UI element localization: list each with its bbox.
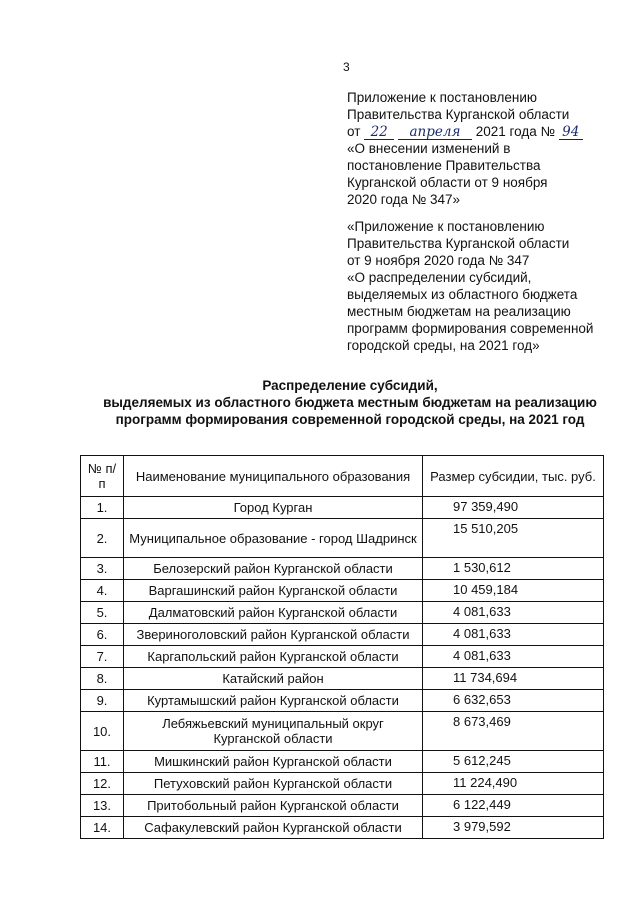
table-row (81, 602, 604, 624)
appendix-line: «О распределении субсидий, (347, 270, 532, 285)
subsidy-amount: 8 673,469 (423, 712, 604, 751)
subsidy-amount: 6 122,449 (423, 795, 604, 817)
appendix-line: местным бюджетам на реализацию (347, 304, 571, 319)
header-amount-line: Размер субсидии, (430, 468, 539, 484)
appendix-line: постановление Правительства (347, 158, 541, 173)
appendix-block (347, 89, 617, 208)
appendix-line: от 9 ноября 2020 года № 347 (347, 253, 530, 268)
appendix-line: Курганской области от 9 ноября (347, 175, 548, 190)
header-num (81, 456, 124, 497)
handwritten-day: 22 (364, 125, 394, 140)
row-number: 11. (81, 751, 124, 773)
row-number: 10. (81, 712, 124, 751)
subsidy-amount: 10 459,184 (423, 580, 604, 602)
table-row (81, 519, 604, 558)
table-row (81, 497, 604, 519)
page-number: 3 (343, 60, 350, 74)
row-number: 5. (81, 602, 124, 624)
municipality-name: Куртамышский район Курганской области (124, 690, 423, 712)
subsidy-amount: 11 224,490 (423, 773, 604, 795)
header-name-line: Наименование (135, 468, 226, 484)
municipality-name: Город Курган (124, 497, 423, 519)
from-prefix: от (347, 124, 361, 139)
municipality-name: Катайский район (124, 668, 423, 690)
appendix-line: Правительства Курганской области (347, 236, 570, 251)
table-row (81, 646, 604, 668)
municipality-name: Муниципальное образование - город Шадринск (124, 519, 423, 558)
table-row (81, 690, 604, 712)
row-number: 14. (81, 817, 124, 839)
appendix-line: Приложение к постановлению (347, 90, 538, 105)
table-row (81, 624, 604, 646)
municipality-name: Варгашинский район Курганской области (124, 580, 423, 602)
subsidy-amount: 6 632,653 (423, 690, 604, 712)
subsidy-amount: 15 510,205 (423, 519, 604, 558)
original-appendix-block (347, 218, 617, 354)
row-number: 9. (81, 690, 124, 712)
appendix-line: «О внесении изменений в (347, 141, 511, 156)
title-line: Распределение субсидий, (262, 378, 438, 393)
subsidy-amount: 97 359,490 (423, 497, 604, 519)
row-number: 7. (81, 646, 124, 668)
row-number: 3. (81, 558, 124, 580)
row-number: 2. (81, 519, 124, 558)
header-num-line: № (87, 461, 102, 476)
subsidy-amount: 5 612,245 (423, 751, 604, 773)
row-number: 1. (81, 497, 124, 519)
municipality-name: Притобольный район Курганской области (124, 795, 423, 817)
subsidy-amount: 4 081,633 (423, 624, 604, 646)
table-row (81, 773, 604, 795)
header-num-line: п/п (98, 461, 117, 491)
municipality-name: Каргапольский район Курганской области (124, 646, 423, 668)
row-number: 4. (81, 580, 124, 602)
appendix-line: программ формирования современной (347, 321, 594, 336)
subsidies-table (80, 455, 604, 839)
municipality-name: Сафакулевский район Курганской области (124, 817, 423, 839)
row-number: 8. (81, 668, 124, 690)
appendix-date-line (347, 123, 617, 140)
table-row (81, 751, 604, 773)
subsidy-amount: 3 979,592 (423, 817, 604, 839)
appendix-line: «Приложение к постановлению (347, 219, 545, 234)
table-row (81, 668, 604, 690)
title-line: программ формирования современной городской среды, на 2021 год (115, 412, 585, 427)
appendix-line: 2020 года № 347» (347, 192, 461, 207)
header-name (124, 456, 423, 497)
handwritten-month: апреля (398, 125, 472, 140)
row-number: 13. (81, 795, 124, 817)
table-row (81, 817, 604, 839)
appendix-line: выделяемых из областного бюджета (347, 287, 578, 302)
municipality-name: Белозерский район Курганской области (124, 558, 423, 580)
municipality-name: Звериноголовский район Курганской области (124, 624, 423, 646)
municipality-name: Мишкинский район Курганской области (124, 751, 423, 773)
table-header-row (81, 456, 604, 497)
municipality-name: Петуховский район Курганской области (124, 773, 423, 795)
subsidy-amount: 4 081,633 (423, 602, 604, 624)
subsidy-amount: 1 530,612 (423, 558, 604, 580)
document-title (60, 377, 640, 428)
handwritten-number: 94 (559, 125, 583, 140)
row-number: 6. (81, 624, 124, 646)
table-row (81, 795, 604, 817)
table-row (81, 580, 604, 602)
header-amount-line: тыс. руб. (542, 468, 596, 484)
appendix-line: Правительства Курганской области (347, 107, 570, 122)
header-amount (423, 456, 604, 497)
title-line: выделяемых из областного бюджета местным бюджетам на реализацию (103, 395, 597, 410)
header-name-line: муниципального образования (229, 468, 411, 484)
row-number: 12. (81, 773, 124, 795)
municipality-name: Далматовский район Курганской области (124, 602, 423, 624)
table-row (81, 712, 604, 751)
year-text: 2021 года № (475, 124, 555, 139)
subsidy-amount: 11 734,694 (423, 668, 604, 690)
subsidy-amount: 4 081,633 (423, 646, 604, 668)
table-row (81, 558, 604, 580)
municipality-name: Лебяжьевский муниципальный округ Курганской области (124, 712, 423, 751)
appendix-line: городской среды, на 2021 год» (347, 338, 540, 353)
